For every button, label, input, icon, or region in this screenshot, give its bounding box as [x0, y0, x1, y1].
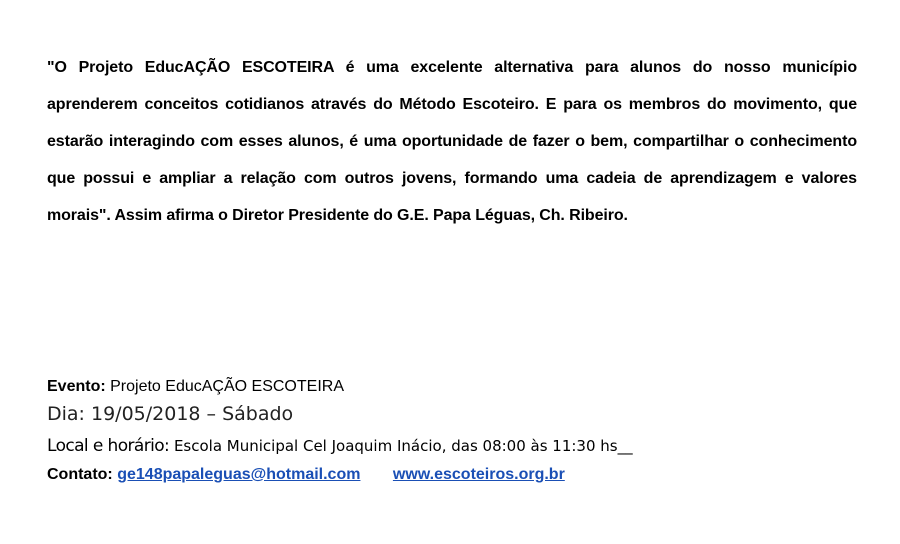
date-line: Dia: 19/05/2018 – Sábado — [47, 403, 294, 425]
website-link[interactable]: www.escoteiros.org.br — [392, 466, 565, 483]
event-label: Evento: — [47, 378, 106, 395]
contact-label: Contato: — [47, 466, 113, 483]
location-line — [47, 436, 867, 456]
location-label: Local e horário: — [47, 436, 170, 456]
event-line — [47, 378, 867, 396]
event-value: Projeto EducAÇÃO ESCOTEIRA — [110, 378, 344, 395]
email-link[interactable]: ge148papaleguas@hotmail.com — [117, 466, 361, 483]
quote-paragraph: "O Projeto EducAÇÃO ESCOTEIRA é uma excelente alternativa para alunos do nosso município aprenderem conceitos cotidianos através do Método Escoteiro. E para os membros do movimento, que estarão interagindo com esses alunos, é uma oportunidade de fazer o bem, compartilhar o conhecimento que possui e ampliar a relação com outros jovens, formando uma cadeia de aprendizagem e valores morais". Assim afirma o Diretor Presidente do G.E. Papa Léguas, Ch. Ribeiro. — [47, 59, 857, 224]
contact-line — [47, 466, 867, 484]
location-value: Escola Municipal Cel Joaquim Inácio, das 08:00 às 11:30 hs__ — [173, 437, 633, 455]
